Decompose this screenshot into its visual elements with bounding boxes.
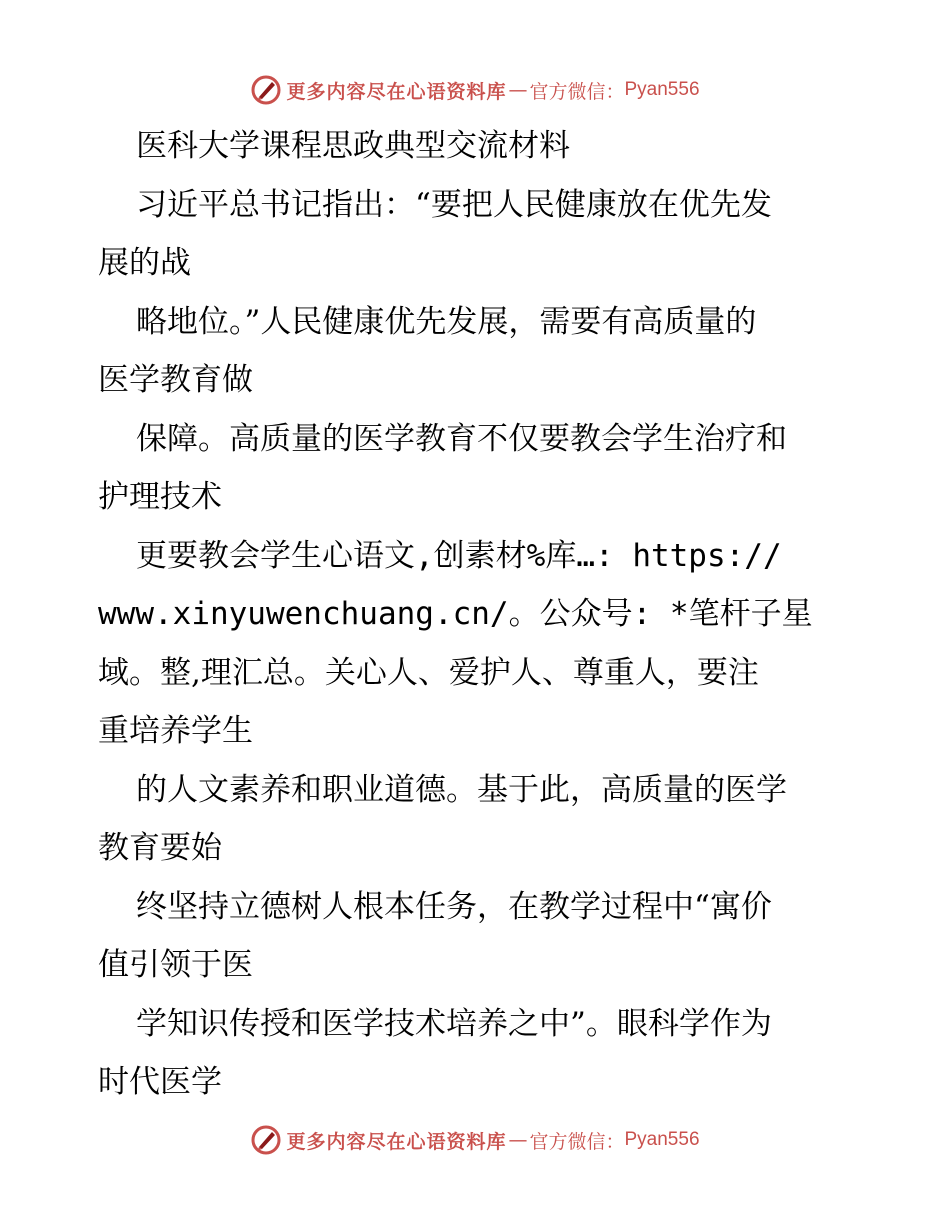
- doc-line: 医学教育做: [98, 362, 253, 398]
- watermark-contact-id: Pyan556: [624, 1129, 700, 1150]
- doc-line: 值引领于医: [98, 947, 253, 983]
- doc-line: 展的战: [98, 245, 191, 281]
- footer-watermark: [0, 1120, 950, 1160]
- pen-circle-logo-icon: [250, 74, 282, 106]
- header-watermark: [0, 70, 950, 110]
- doc-line: 教育要始: [98, 830, 222, 866]
- pen-circle-logo-icon: [250, 1124, 282, 1156]
- doc-line: 略地位。”人民健康优先发展，需要有高质量的: [136, 303, 757, 340]
- watermark-contact-id: Pyan556: [624, 79, 700, 100]
- watermark-text: 更多内容尽在心语资料库: [286, 80, 507, 103]
- doc-line: 保障。高质量的医学教育不仅要教会学生治疗和: [136, 420, 787, 457]
- doc-line: 重培养学生: [98, 713, 253, 749]
- doc-line-link: 更要教会学生心语文,创素材%库…: https://: [136, 537, 782, 574]
- doc-title: 医科大学课程思政典型交流材料: [136, 128, 570, 164]
- watermark-contact-label: 官方微信：: [529, 80, 625, 103]
- watermark-contact-label: 官方微信：: [529, 1130, 625, 1153]
- doc-line: 域。整,理汇总。关心人、爱护人、尊重人，要注: [98, 654, 759, 691]
- doc-line: 习近平总书记指出：“要把人民健康放在优先发: [136, 186, 772, 223]
- doc-line: 时代医学: [98, 1064, 222, 1100]
- doc-line: 护理技术: [98, 479, 222, 515]
- doc-line-url: www.xinyuwenchuang.cn/。公众号: *笔杆子星: [98, 596, 813, 632]
- doc-line: 终坚持立德树人根本任务，在教学过程中“寓价: [136, 888, 772, 925]
- watermark-separator: —: [508, 1129, 528, 1151]
- doc-line: 的人文素养和职业道德。基于此，高质量的医学: [136, 771, 787, 808]
- document-body: [98, 117, 858, 1112]
- watermark-text: 更多内容尽在心语资料库: [286, 1130, 507, 1153]
- doc-line: 学知识传授和医学技术培养之中”。眼科学作为: [136, 1005, 772, 1042]
- watermark-separator: —: [508, 79, 528, 101]
